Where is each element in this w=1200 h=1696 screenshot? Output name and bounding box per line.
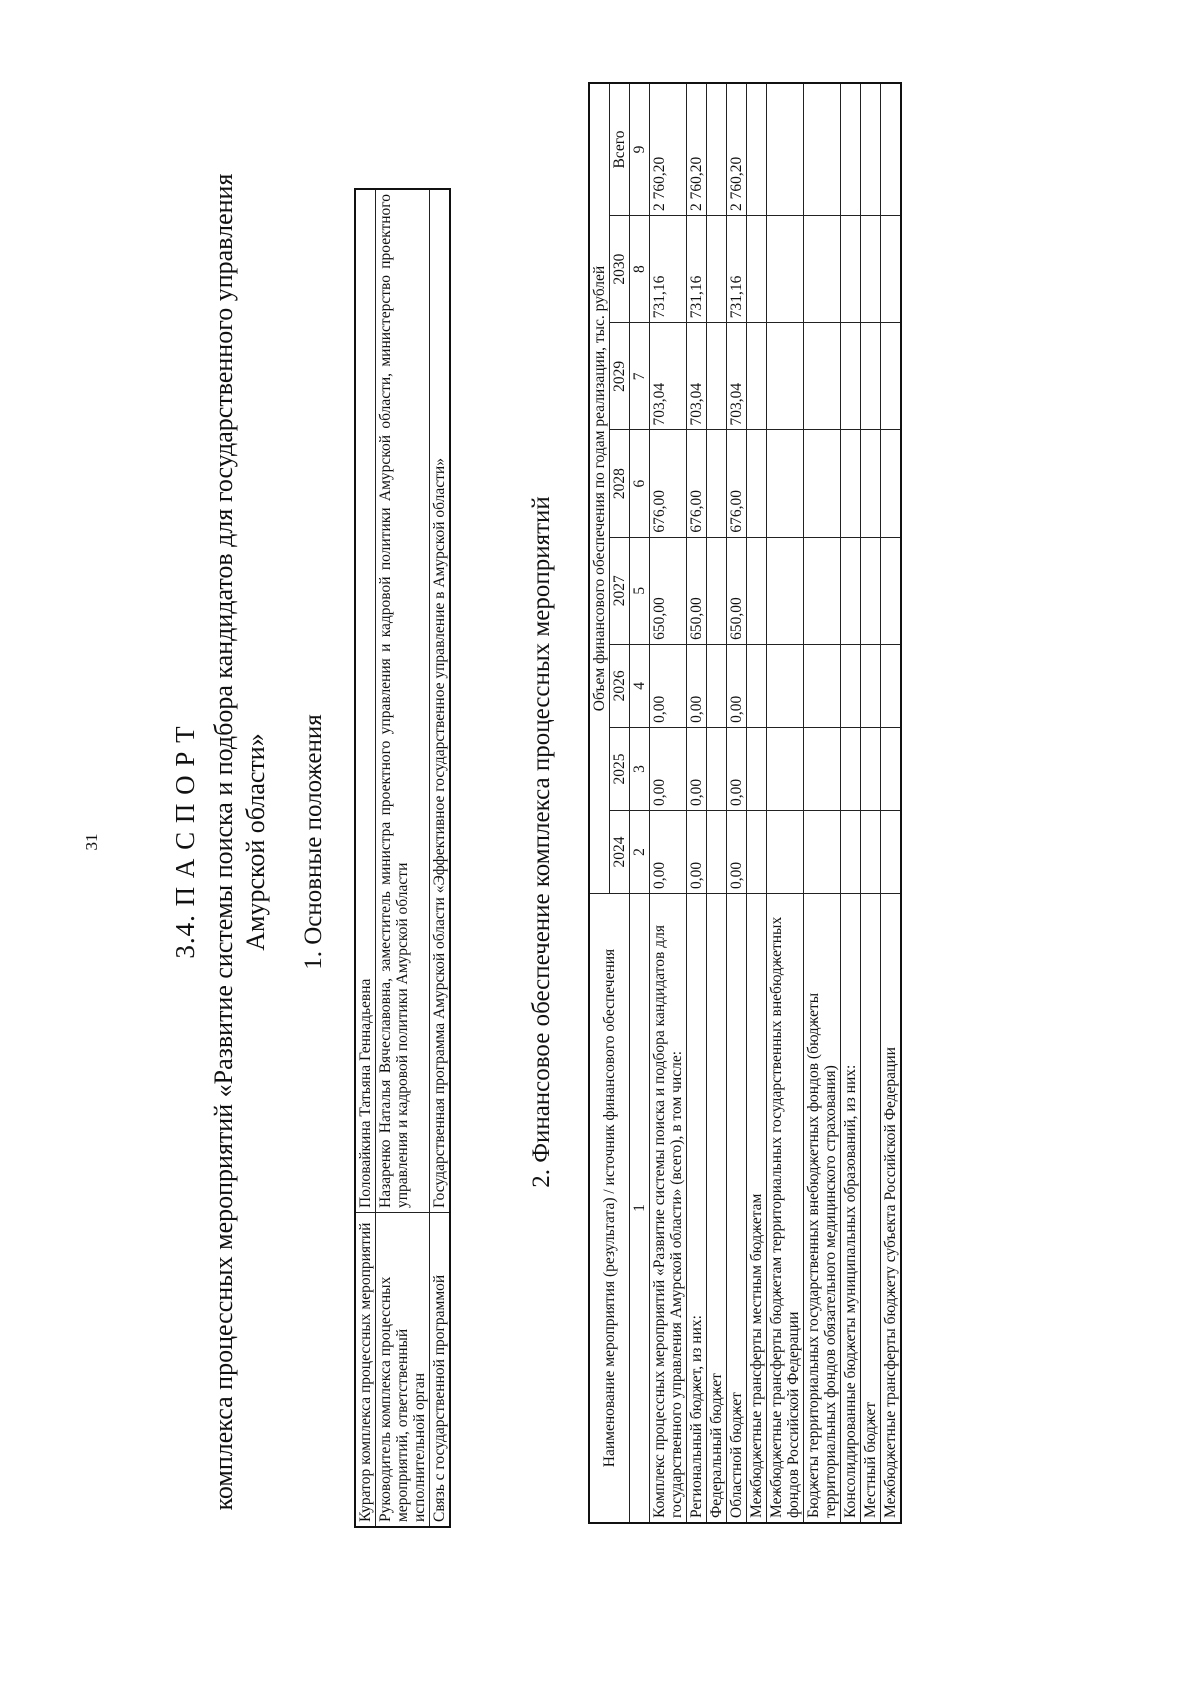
row-value (767, 644, 804, 727)
row-value (841, 83, 861, 216)
row-name: Федеральный бюджет (707, 894, 727, 1524)
table-row (430, 189, 451, 1527)
row-name: Межбюджетные трансферты местным бюджетам (747, 894, 767, 1524)
row-value (841, 537, 861, 644)
header-year: 2026 (610, 644, 630, 727)
row-value (861, 323, 881, 430)
row-value: 0,00 (727, 644, 747, 727)
row-name: Местный бюджет (861, 894, 881, 1524)
header-name-column: Наименование мероприятия (результата) / источник финансового обеспечения (589, 894, 630, 1524)
row-value (707, 323, 727, 430)
row-value (707, 216, 727, 323)
row-value (707, 537, 727, 644)
basic-provisions-table (354, 188, 451, 1528)
row-name: Межбюджетные трансферты бюджету субъекта Российской Федерации (881, 894, 902, 1524)
row-value (841, 810, 861, 893)
column-index: 5 (630, 537, 650, 644)
header-row (589, 83, 610, 1523)
row-value: 676,00 (687, 430, 707, 537)
page-number: 31 (82, 833, 101, 851)
row-value: 2 760,20 (727, 83, 747, 216)
row-value (707, 727, 727, 810)
row-value (881, 537, 902, 644)
table-row (841, 83, 861, 1523)
row-value (841, 323, 861, 430)
row-value (881, 216, 902, 323)
row-value (747, 644, 767, 727)
column-index: 2 (630, 810, 650, 893)
row-value (881, 430, 902, 537)
row-value (861, 216, 881, 323)
subtitle-line-2: Амурской области» (241, 733, 270, 951)
row-value: 2 760,20 (687, 83, 707, 216)
row-value: 0,00 (687, 644, 707, 727)
row-value: 0,00 (687, 727, 707, 810)
row-label: Куратор комплекса процессных мероприятий (355, 1213, 376, 1528)
row-value (707, 810, 727, 893)
row-label: Связь с государственной программой (430, 1213, 451, 1528)
row-value (804, 537, 841, 644)
row-value (747, 430, 767, 537)
row-value (747, 216, 767, 323)
row-value: 0,00 (727, 727, 747, 810)
row-value (881, 810, 902, 893)
row-value (881, 727, 902, 810)
row-value (804, 810, 841, 893)
row-value (841, 430, 861, 537)
row-value (747, 323, 767, 430)
row-value: 0,00 (727, 810, 747, 893)
row-name: Межбюджетные трансферты бюджетам территориальных государственных внебюджетных фондов Российской Федерации (767, 894, 804, 1524)
row-value (861, 537, 881, 644)
table-row (650, 83, 687, 1523)
row-value: 0,00 (650, 644, 687, 727)
row-value (861, 430, 881, 537)
row-value: 703,04 (687, 323, 707, 430)
column-index: 4 (630, 644, 650, 727)
row-label: Руководитель комплекса процессных мероприятий, ответственный исполнительной орган (376, 1213, 430, 1528)
table-row (767, 83, 804, 1523)
row-value (767, 537, 804, 644)
row-value (881, 644, 902, 727)
row-value: Государственная программа Амурской области «Эффективное государственное управление в Амурской области» (430, 189, 451, 1213)
row-value: 731,16 (687, 216, 707, 323)
header-year: 2027 (610, 537, 630, 644)
row-name: Консолидированные бюджеты муниципальных образований, из них: (841, 894, 861, 1524)
table-row (355, 189, 376, 1527)
column-index: 1 (630, 894, 650, 1524)
row-value: 2 760,20 (650, 83, 687, 216)
row-value (861, 727, 881, 810)
row-value: Половайкина Татьяна Геннадьевна (355, 189, 376, 1213)
row-value (747, 83, 767, 216)
column-index: 9 (630, 83, 650, 216)
table-row (376, 189, 430, 1527)
section-1-heading: 1. Основные положения (300, 714, 327, 970)
column-index: 8 (630, 216, 650, 323)
row-value (804, 216, 841, 323)
document-title: 3.4. П А С П О Р Т (170, 725, 200, 959)
row-value: 731,16 (650, 216, 687, 323)
row-value: 650,00 (687, 537, 707, 644)
header-year: 2029 (610, 323, 630, 430)
row-value (767, 216, 804, 323)
table-row (747, 83, 767, 1523)
table-row (707, 83, 727, 1523)
row-value (747, 810, 767, 893)
row-name: Комплекс процессных мероприятий «Развитие системы поиска и подбора кандидатов для государственного управления Амурской области» (всего), в том числе: (650, 894, 687, 1524)
header-year: 2030 (610, 216, 630, 323)
row-name: Бюджеты территориальных государственных внебюджетных фондов (бюджеты территориальных фондов обязательного медицинского страхования) (804, 894, 841, 1524)
row-value (767, 810, 804, 893)
row-value (841, 644, 861, 727)
financing-table (588, 82, 902, 1524)
row-value (767, 83, 804, 216)
row-value (881, 83, 902, 216)
row-value (804, 430, 841, 537)
row-value (767, 323, 804, 430)
section-2-heading: 2. Финансовое обеспечение комплекса процессных мероприятий (528, 496, 555, 1188)
row-value (804, 727, 841, 810)
row-value (707, 83, 727, 216)
header-volume: Объем финансового обеспечения по годам реализации, тыс. рублей (589, 83, 610, 894)
row-value: 0,00 (650, 727, 687, 810)
column-index: 3 (630, 727, 650, 810)
row-value (861, 810, 881, 893)
document-subtitle (208, 52, 272, 1632)
table-row (861, 83, 881, 1523)
row-value (707, 644, 727, 727)
row-value (804, 323, 841, 430)
row-value: 731,16 (727, 216, 747, 323)
header-year: Всего (610, 83, 630, 216)
row-name: Областной бюджет (727, 894, 747, 1524)
row-value: 703,04 (727, 323, 747, 430)
table-row (727, 83, 747, 1523)
subtitle-line-1: комплекса процессных мероприятий «Развитие системы поиска и подбора кандидатов для государственного управления (209, 173, 238, 1511)
header-year: 2028 (610, 430, 630, 537)
row-value: 676,00 (650, 430, 687, 537)
row-value (861, 644, 881, 727)
row-value (767, 727, 804, 810)
row-value: 703,04 (650, 323, 687, 430)
financing-body (650, 83, 902, 1523)
table-row (881, 83, 902, 1523)
row-value (804, 83, 841, 216)
row-value: 676,00 (727, 430, 747, 537)
table-row (687, 83, 707, 1523)
row-value (861, 83, 881, 216)
row-value: 0,00 (687, 810, 707, 893)
row-value (747, 727, 767, 810)
row-value (804, 644, 841, 727)
row-value: 0,00 (650, 810, 687, 893)
row-value (747, 537, 767, 644)
table-row (804, 83, 841, 1523)
row-value (841, 727, 861, 810)
rotated-content (60, 52, 1160, 1632)
row-name: Региональный бюджет, из них: (687, 894, 707, 1524)
row-value: 650,00 (650, 537, 687, 644)
column-index-row (630, 83, 650, 1523)
row-value (841, 216, 861, 323)
header-year: 2024 (610, 810, 630, 893)
column-index: 6 (630, 430, 650, 537)
header-year: 2025 (610, 727, 630, 810)
row-value (707, 430, 727, 537)
row-value: 650,00 (727, 537, 747, 644)
column-index: 7 (630, 323, 650, 430)
row-value (881, 323, 902, 430)
row-value: Назаренко Наталья Вячеславовна, заместитель министра проектного управления и кадровой политики Амурской области, министерство проектного управления и кадровой политики Амурской области (376, 189, 430, 1213)
row-value (767, 430, 804, 537)
